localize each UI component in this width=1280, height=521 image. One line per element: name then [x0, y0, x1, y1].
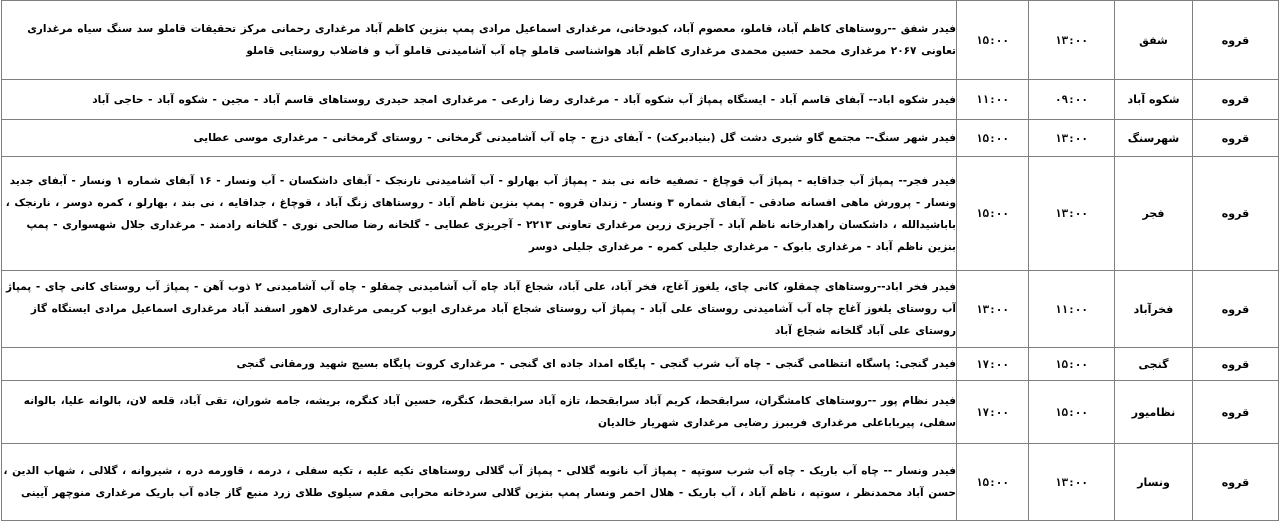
start-time-cell: ۱۳:۰۰ — [1029, 444, 1115, 521]
area-cell: ونسار — [1115, 444, 1193, 521]
table-row — [2, 348, 1279, 381]
area-cell: گنجی — [1115, 348, 1193, 381]
end-time-cell: ۱۵:۰۰ — [957, 1, 1029, 80]
feeder-list-cell: فیدر شهر سنگ-- مجتمع گاو شیری دشت گل (بنیادبرکت) - آبفای دزج - چاه آب آشامیدنی گرمخانی - روستای گرمخانی - مرغداری موسی عطایی — [2, 120, 957, 157]
county-cell: قروه — [1193, 381, 1279, 444]
county-cell: قروه — [1193, 271, 1279, 348]
start-time-cell: ۱۱:۰۰ — [1029, 271, 1115, 348]
area-cell: شهرسنگ — [1115, 120, 1193, 157]
start-time-cell: ۰۹:۰۰ — [1029, 80, 1115, 120]
area-cell: نظامیور — [1115, 381, 1193, 444]
start-time-cell: ۱۳:۰۰ — [1029, 157, 1115, 271]
outage-schedule-table — [1, 0, 1279, 521]
start-time-cell: ۱۵:۰۰ — [1029, 348, 1115, 381]
county-cell: قروه — [1193, 120, 1279, 157]
feeder-list-cell: فیدر نظام پور --روستاهای کامشگران، سرابقحط، کریم آباد سرابقحط، تازه آباد سرابقحط، کنگره، حسین آباد کنگره، بریشه، جامه شوران، تقی آباد، قلعه لان، بالوانه علیا، بالوانه سفلی، پیرباباعلی مرغداری فریبرز رضایی مرغداری شهریار خالدیان — [2, 381, 957, 444]
end-time-cell: ۱۱:۰۰ — [957, 80, 1029, 120]
county-cell: قروه — [1193, 157, 1279, 271]
area-cell: شکوه آباد — [1115, 80, 1193, 120]
area-cell: فخرآباد — [1115, 271, 1193, 348]
start-time-cell: ۱۳:۰۰ — [1029, 1, 1115, 80]
end-time-cell: ۱۷:۰۰ — [957, 381, 1029, 444]
county-cell: قروه — [1193, 348, 1279, 381]
start-time-cell: ۱۵:۰۰ — [1029, 381, 1115, 444]
end-time-cell: ۱۷:۰۰ — [957, 348, 1029, 381]
feeder-list-cell: فیدر شفق --روستاهای کاظم آباد، قاملو، معصوم آباد، کبودخانی، مرغداری اسماعیل مرادی پمپ بنزین کاظم آباد مرغداری رحمانی مرکز تحقیقات قاملو سد سنگ سیاه مرغداری تعاونی ۲۰۶۷ مرغداری محمد حسین محمدی مرغداری کاظم آباد هواشناسی قاملو چاه آب آشامیدنی قاملو آب و فاضلاب روستایی قاملو — [2, 1, 957, 80]
county-cell: قروه — [1193, 80, 1279, 120]
end-time-cell: ۱۳:۰۰ — [957, 271, 1029, 348]
area-cell: شفق — [1115, 1, 1193, 80]
feeder-list-cell: فیدر فخر اباد--روستاهای چمقلو، کانی چای، یلغوز آغاج، فخر آباد، علی آباد، شجاع آباد چاه آب آشامیدنی چمقلو - چاه آب آشامیدنی ۲ ذوب آهن - پمپاژ آب روستای کانی چای - پمپاژ آب روستای یلغوز آغاج چاه آب آشامیدنی روستای علی آباد - پمپاژ آب روستای شجاع آباد مرغداری ایوب کریمی مرغداری لاهور اسفند آباد مرغداری اسماعیل مرادی ایستگاه گاز روستای علی آباد گلخانه شجاع آباد — [2, 271, 957, 348]
area-cell: فجر — [1115, 157, 1193, 271]
table-row — [2, 80, 1279, 120]
end-time-cell: ۱۵:۰۰ — [957, 444, 1029, 521]
county-cell: قروه — [1193, 444, 1279, 521]
start-time-cell: ۱۳:۰۰ — [1029, 120, 1115, 157]
county-cell: قروه — [1193, 1, 1279, 80]
table-row — [2, 157, 1279, 271]
feeder-list-cell: فیدر فجر-- پمپاژ آب جداقایه - پمپاژ آب قوچاغ - تصفیه خانه نی بند - پمپاژ آب بهارلو - آب آشامیدنی نارنجک - آبفای داشکسان - آب ونسار - ۱۶ آبفای شماره ۱ ونسار - آبفای جدید ونسار - پرورش ماهی افسانه صادقی - آبفای شماره ۳ ونسار - زندان قروه - پمپ بنزین ناظم آباد - روستاهای زنگ آباد ، قوچاغ ، جداقایه ، نی بند ، بهارلو ، کمره دوسر ، نارنجک ، باباشیدالله ، داشکسان راهدارخانه ناظم آباد - آجریزی زرین مرغداری تعاونی ۲۲۱۳ - آجریزی عطایی - گلخانه رضا صالحی نوری - گلخانه رادمند - مرغداری جلال شهسواری - پمپ بنزین ناظم آباد - مرغداری بابوک - مرغداری جلیلی کمره - مرغداری جلیلی دوسر — [2, 157, 957, 271]
end-time-cell: ۱۵:۰۰ — [957, 157, 1029, 271]
feeder-list-cell: فیدر شکوه اباد-- آبفای قاسم آباد - ایستگاه پمپاژ آب شکوه آباد - مرغداری رضا زارعی - مرغداری امجد حیدری روستاهای قاسم آباد - مجین - شکوه آباد - حاجی آباد — [2, 80, 957, 120]
feeder-list-cell: فیدر ونسار -- چاه آب باریک - چاه آب شرب سوتپه - پمپاژ آب نانوبه گلالی - پمپاژ آب گلالی روستاهای تکیه علیه ، تکیه سفلی ، درمه ، قاورمه دره ، شیروانه ، گلالی ، شهاب الدین ، حسن آباد محمدنظر ، سوتپه ، ناظم آباد ، آب باریک - هلال احمر ونسار پمپ بنزین گلالی سردخانه محرابی مقدم سیلوی طلای زرد منبع گاز جاده آب باریک مرغداری منوچهر آیینی — [2, 444, 957, 521]
table-row — [2, 381, 1279, 444]
feeder-list-cell: فیدر گنجی: پاسگاه انتظامی گنجی - چاه آب شرب گنجی - پایگاه امداد جاده ای گنجی - مرغداری کروت پایگاه بسیج شهید ورمقانی گنجی — [2, 348, 957, 381]
table-row — [2, 271, 1279, 348]
table-row — [2, 444, 1279, 521]
table-row — [2, 1, 1279, 80]
table-row — [2, 120, 1279, 157]
end-time-cell: ۱۵:۰۰ — [957, 120, 1029, 157]
